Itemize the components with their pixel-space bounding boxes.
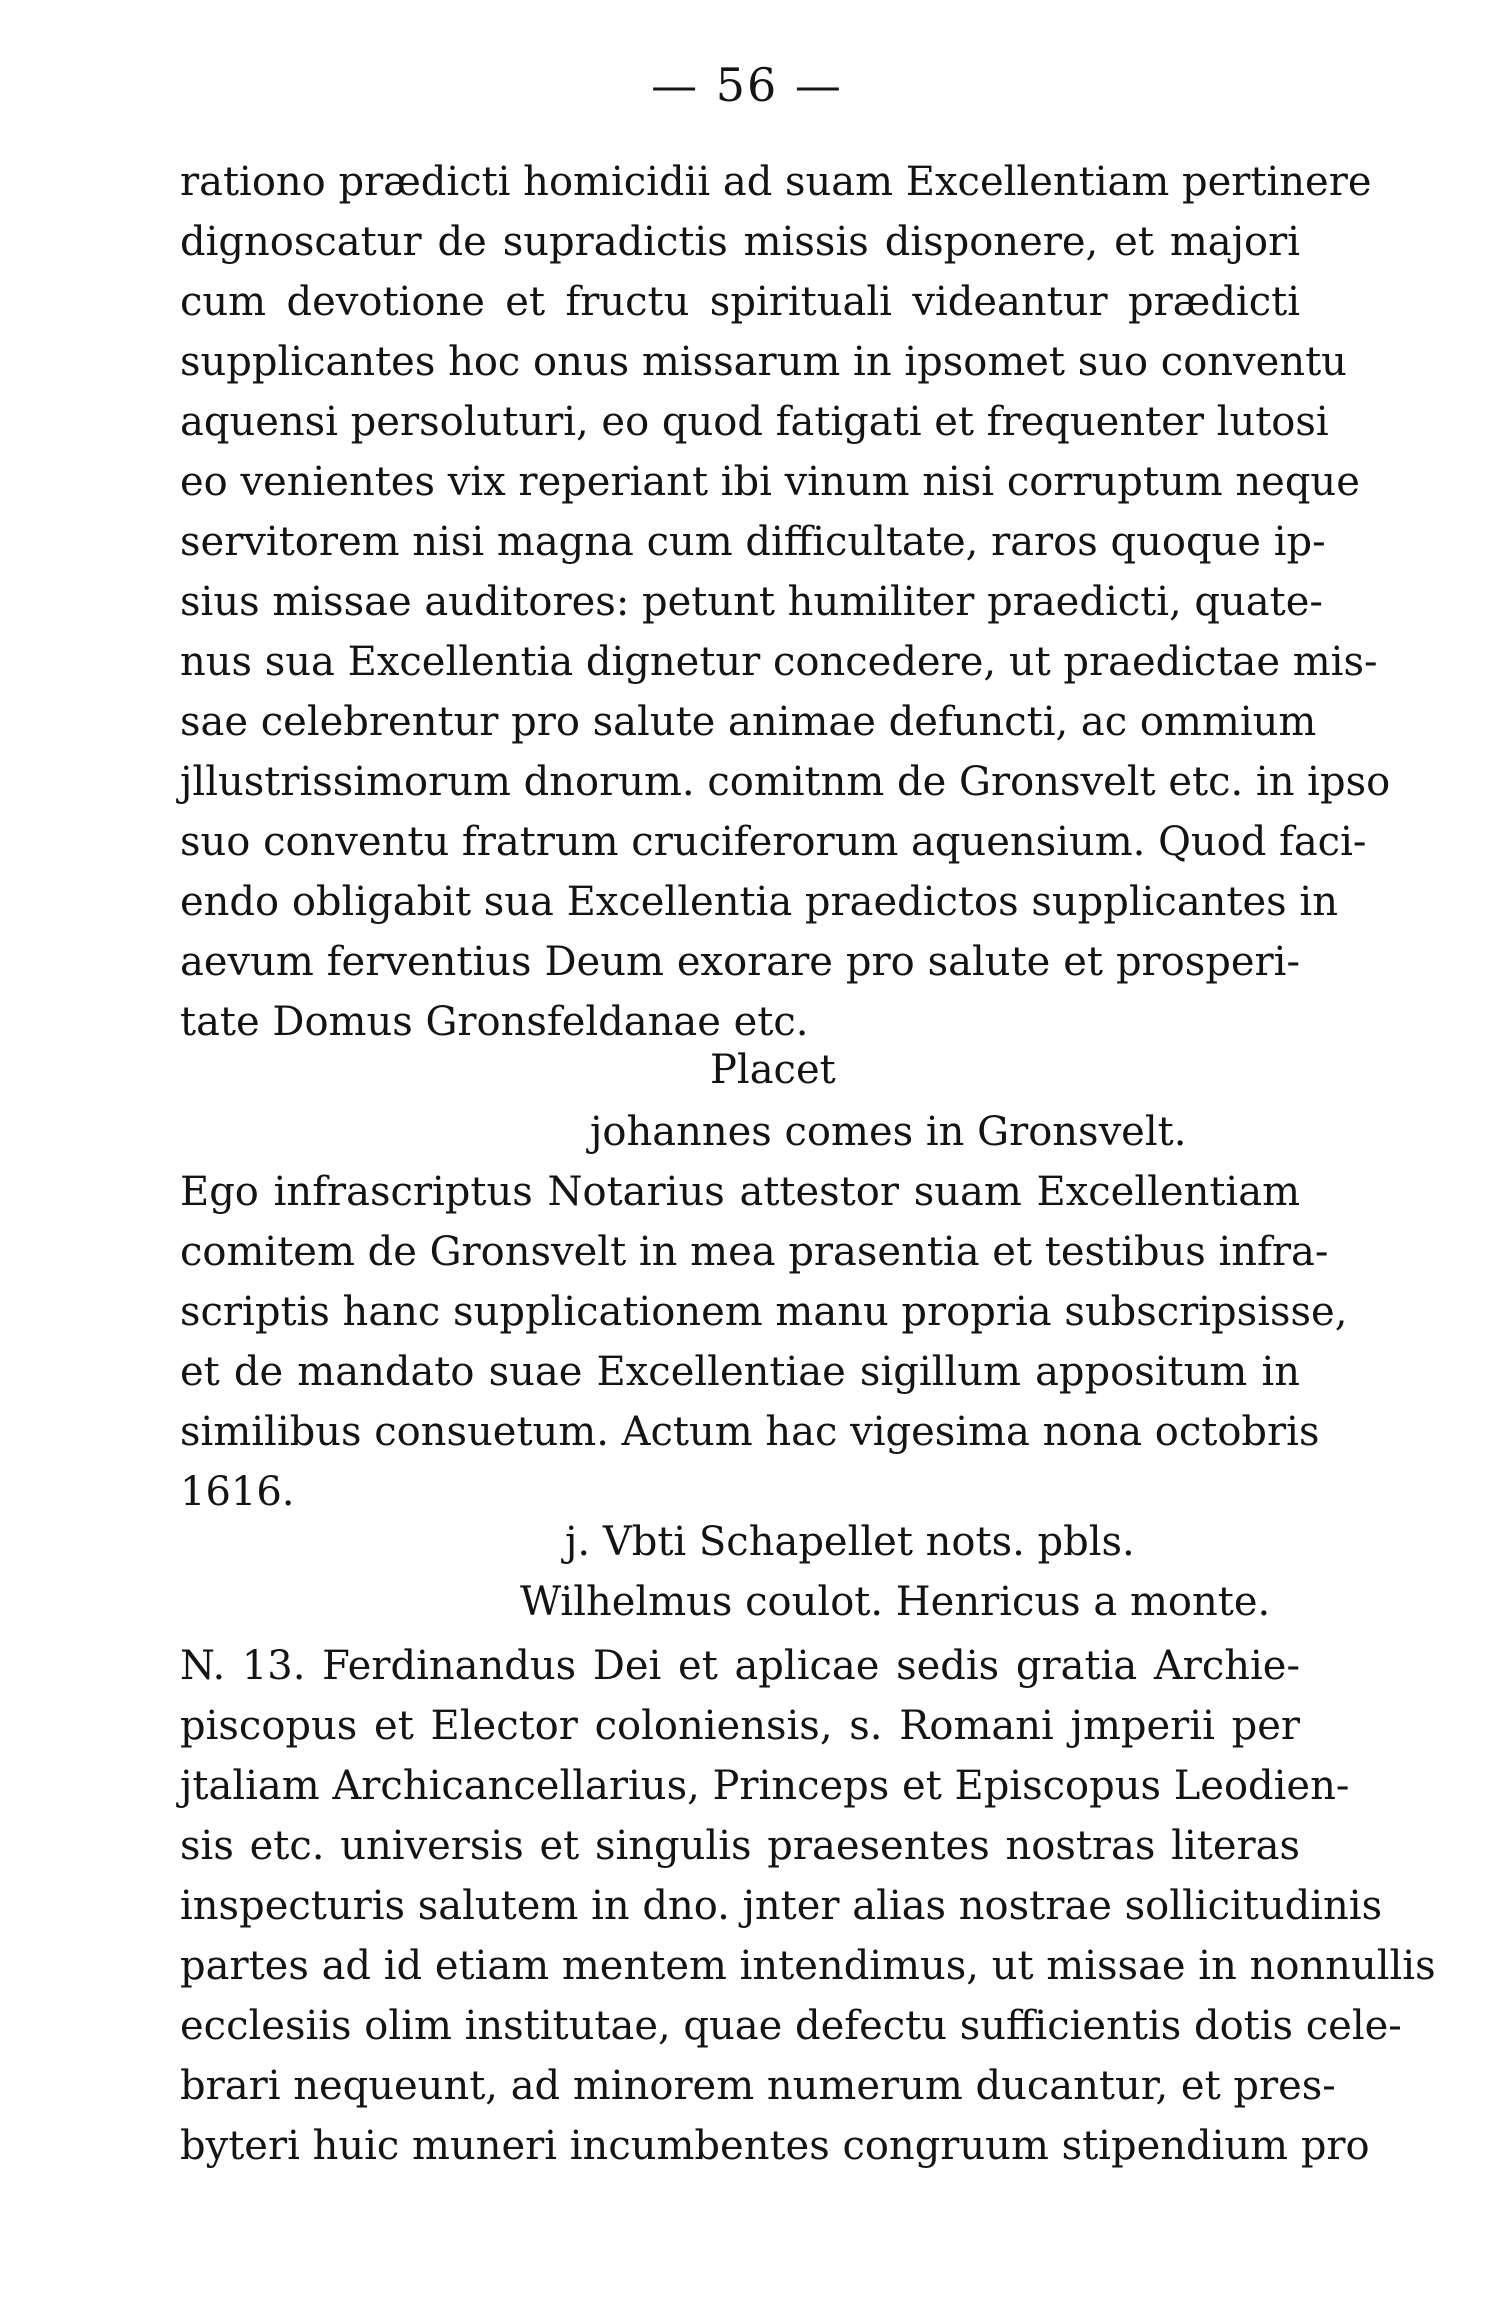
text-line: comitem de Gronsvelt in mea prasentia et testibus infra- bbox=[180, 1229, 1329, 1275]
paragraph-petition bbox=[180, 152, 1391, 1052]
placet-heading: Placet bbox=[710, 1047, 836, 1093]
text-line: servitorem nisi magna cum difficultate, raros quoque ip- bbox=[180, 519, 1326, 565]
paragraph-notary bbox=[180, 1162, 1348, 1522]
text-line: jtaliam Archicancellarius, Princeps et Episcopus Leodien- bbox=[180, 1763, 1350, 1809]
page-header: — 56 — bbox=[651, 58, 843, 112]
text-line: ecclesiis olim institutae, quae defectu sufficientis dotis cele- bbox=[180, 2003, 1402, 2049]
text-line: byteri huic muneri incumbentes congruum stipendium pro bbox=[180, 2123, 1370, 2169]
text-line: suo conventu fratrum cruciferorum aquensium. Quod faci- bbox=[180, 819, 1367, 865]
notary-signature: j. Vbti Schapellet nots. pbls. bbox=[565, 1519, 1135, 1565]
text-line: sae celebrentur pro salute animae defuncti, ac ommium bbox=[180, 699, 1317, 745]
text-line: supplicantes hoc onus missarum in ipsomet suo conventu bbox=[180, 339, 1347, 385]
text-line: rationo prædicti homicidii ad suam Excellentiam pertinere bbox=[180, 159, 1372, 205]
text-line: N. 13. Ferdinandus Dei et aplicae sedis gratia Archie- bbox=[180, 1643, 1300, 1689]
text-line: eo venientes vix reperiant ibi vinum nisi corruptum neque bbox=[180, 459, 1360, 505]
text-line: aevum ferventius Deum exorare pro salute et prosperi- bbox=[180, 939, 1300, 985]
text-line: endo obligabit sua Excellentia praedictos supplicantes in bbox=[180, 879, 1338, 925]
paragraph-decree bbox=[180, 1636, 1436, 2176]
text-line: cum devotione et fructu spirituali videantur prædicti bbox=[180, 279, 1300, 325]
text-line: dignoscatur de supradictis missis disponere, et majori bbox=[180, 219, 1300, 265]
text-line: 1616. bbox=[180, 1469, 295, 1515]
text-line: similibus consuetum. Actum hac vigesima nona octobris bbox=[180, 1409, 1320, 1455]
placet-signature: johannes comes in Gronsvelt. bbox=[590, 1109, 1187, 1155]
text-line: Ego infrascriptus Notarius attestor suam Excellentiam bbox=[180, 1169, 1300, 1215]
text-line: aquensi persoluturi, eo quod fatigati et frequenter lutosi bbox=[180, 399, 1329, 445]
text-line: brari nequeunt, ad minorem numerum ducantur, et pres- bbox=[180, 2063, 1336, 2109]
text-line: et de mandato suae Excellentiae sigillum appositum in bbox=[180, 1349, 1300, 1395]
text-line: inspecturis salutem in dno. jnter alias nostrae sollicitudinis bbox=[180, 1883, 1383, 1929]
text-line: jllustrissimorum dnorum. comitnm de Gronsvelt etc. in ipso bbox=[180, 759, 1391, 805]
text-line: nus sua Excellentia dignetur concedere, ut praedictae mis- bbox=[180, 639, 1378, 685]
text-line: tate Domus Gronsfeldanae etc. bbox=[180, 999, 809, 1045]
text-line: sis etc. universis et singulis praesentes nostras literas bbox=[180, 1823, 1300, 1869]
text-line: piscopus et Elector coloniensis, s. Romani jmperii per bbox=[180, 1703, 1300, 1749]
text-line: sius missae auditores: petunt humiliter praedicti, quate- bbox=[180, 579, 1323, 625]
witness-signatures: Wilhelmus coulot. Henricus a monte. bbox=[520, 1579, 1271, 1625]
text-line: partes ad id etiam mentem intendimus, ut missae in nonnullis bbox=[180, 1943, 1436, 1989]
text-line: scriptis hanc supplicationem manu propria subscripsisse, bbox=[180, 1289, 1348, 1335]
